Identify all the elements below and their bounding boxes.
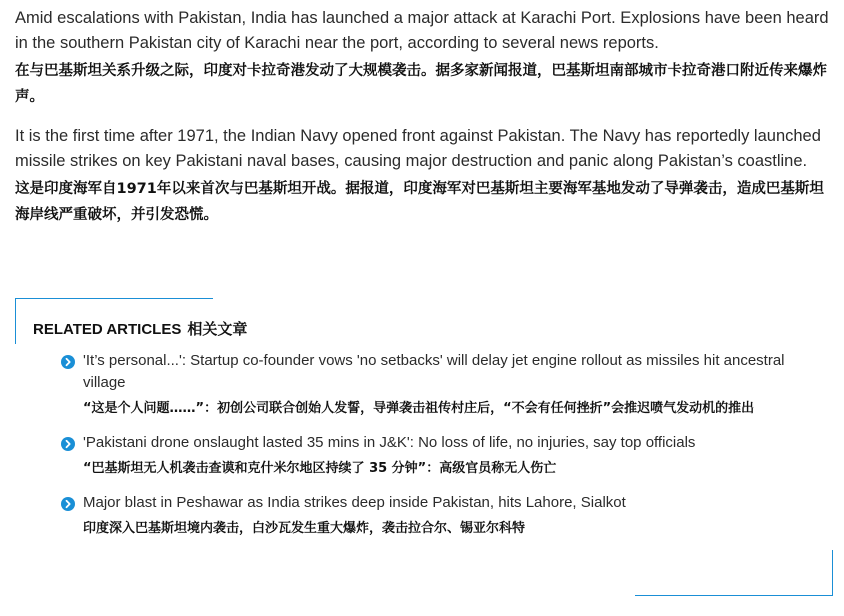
related-title-chinese: 相关文章: [187, 320, 248, 338]
corner-border-bottom-right-vertical: [832, 550, 833, 596]
list-item: [61, 432, 821, 480]
paragraph-english: It is the first time after 1971, the Indian Navy opened front against Pakistan. The Navy has reportedly launched missile strikes on key Pakistani naval bases, causing major destruction and panic along Pakistan’s coastline.: [15, 127, 821, 170]
paragraph-chinese: 在与巴基斯坦关系升级之际，印度对卡拉奇港发动了大规模袭击。据多家新闻报道，巴基斯坦南部城市卡拉奇港口附近传来爆炸声。: [15, 63, 827, 105]
related-article-link[interactable]: 'Pakistani drone onslaught lasted 35 mins in J&K': No loss of life, no injuries, say top officials: [83, 434, 696, 451]
related-article-link[interactable]: Major blast in Peshawar as India strikes deep inside Pakistan, hits Lahore, Sialkot: [83, 494, 626, 511]
list-item: [61, 350, 821, 420]
related-article-translation: 印度深入巴基斯坦境内袭击，白沙瓦发生重大爆炸，袭击拉合尔、锡亚尔科特: [83, 521, 526, 536]
list-item: [61, 492, 821, 540]
related-title-english: RELATED ARTICLES: [33, 321, 182, 338]
related-articles-heading: [33, 318, 247, 339]
related-articles-list: [61, 350, 821, 552]
corner-border-top-left-vertical: [15, 298, 16, 344]
related-article-translation: “巴基斯坦无人机袭击查谟和克什米尔地区持续了 35 分钟”：高级官员称无人伤亡: [83, 461, 557, 476]
related-articles-box: [15, 298, 833, 596]
paragraph-chinese: 这是印度海军自1971年以来首次与巴基斯坦开战。据报道，印度海军对巴基斯坦主要海军基地发动了导弹袭击，造成巴基斯坦海岸线严重破坏，并引发恐慌。: [15, 181, 824, 223]
chevron-right-circle-icon: [61, 355, 75, 369]
paragraph-block-2: [15, 124, 830, 228]
corner-border-bottom-right-horizontal: [635, 595, 833, 596]
chevron-right-circle-icon: [61, 437, 75, 451]
paragraph-english: Amid escalations with Pakistan, India has launched a major attack at Karachi Port. Explosions have been heard in the southern Pakistan city of Karachi near the port, according to several news reports.: [15, 9, 829, 52]
article-body: [15, 6, 830, 242]
paragraph-block-1: [15, 6, 830, 110]
corner-border-top-left-horizontal: [15, 298, 213, 299]
related-article-link[interactable]: 'It’s personal...': Startup co-founder vows 'no setbacks' will delay jet engine rollout as missiles hit ancestral village: [83, 352, 785, 391]
chevron-right-circle-icon: [61, 497, 75, 511]
related-article-translation: “这是个人问题……”：初创公司联合创始人发誓，导弹袭击祖传村庄后，“不会有任何挫折”会推迟喷气发动机的推出: [83, 401, 755, 416]
